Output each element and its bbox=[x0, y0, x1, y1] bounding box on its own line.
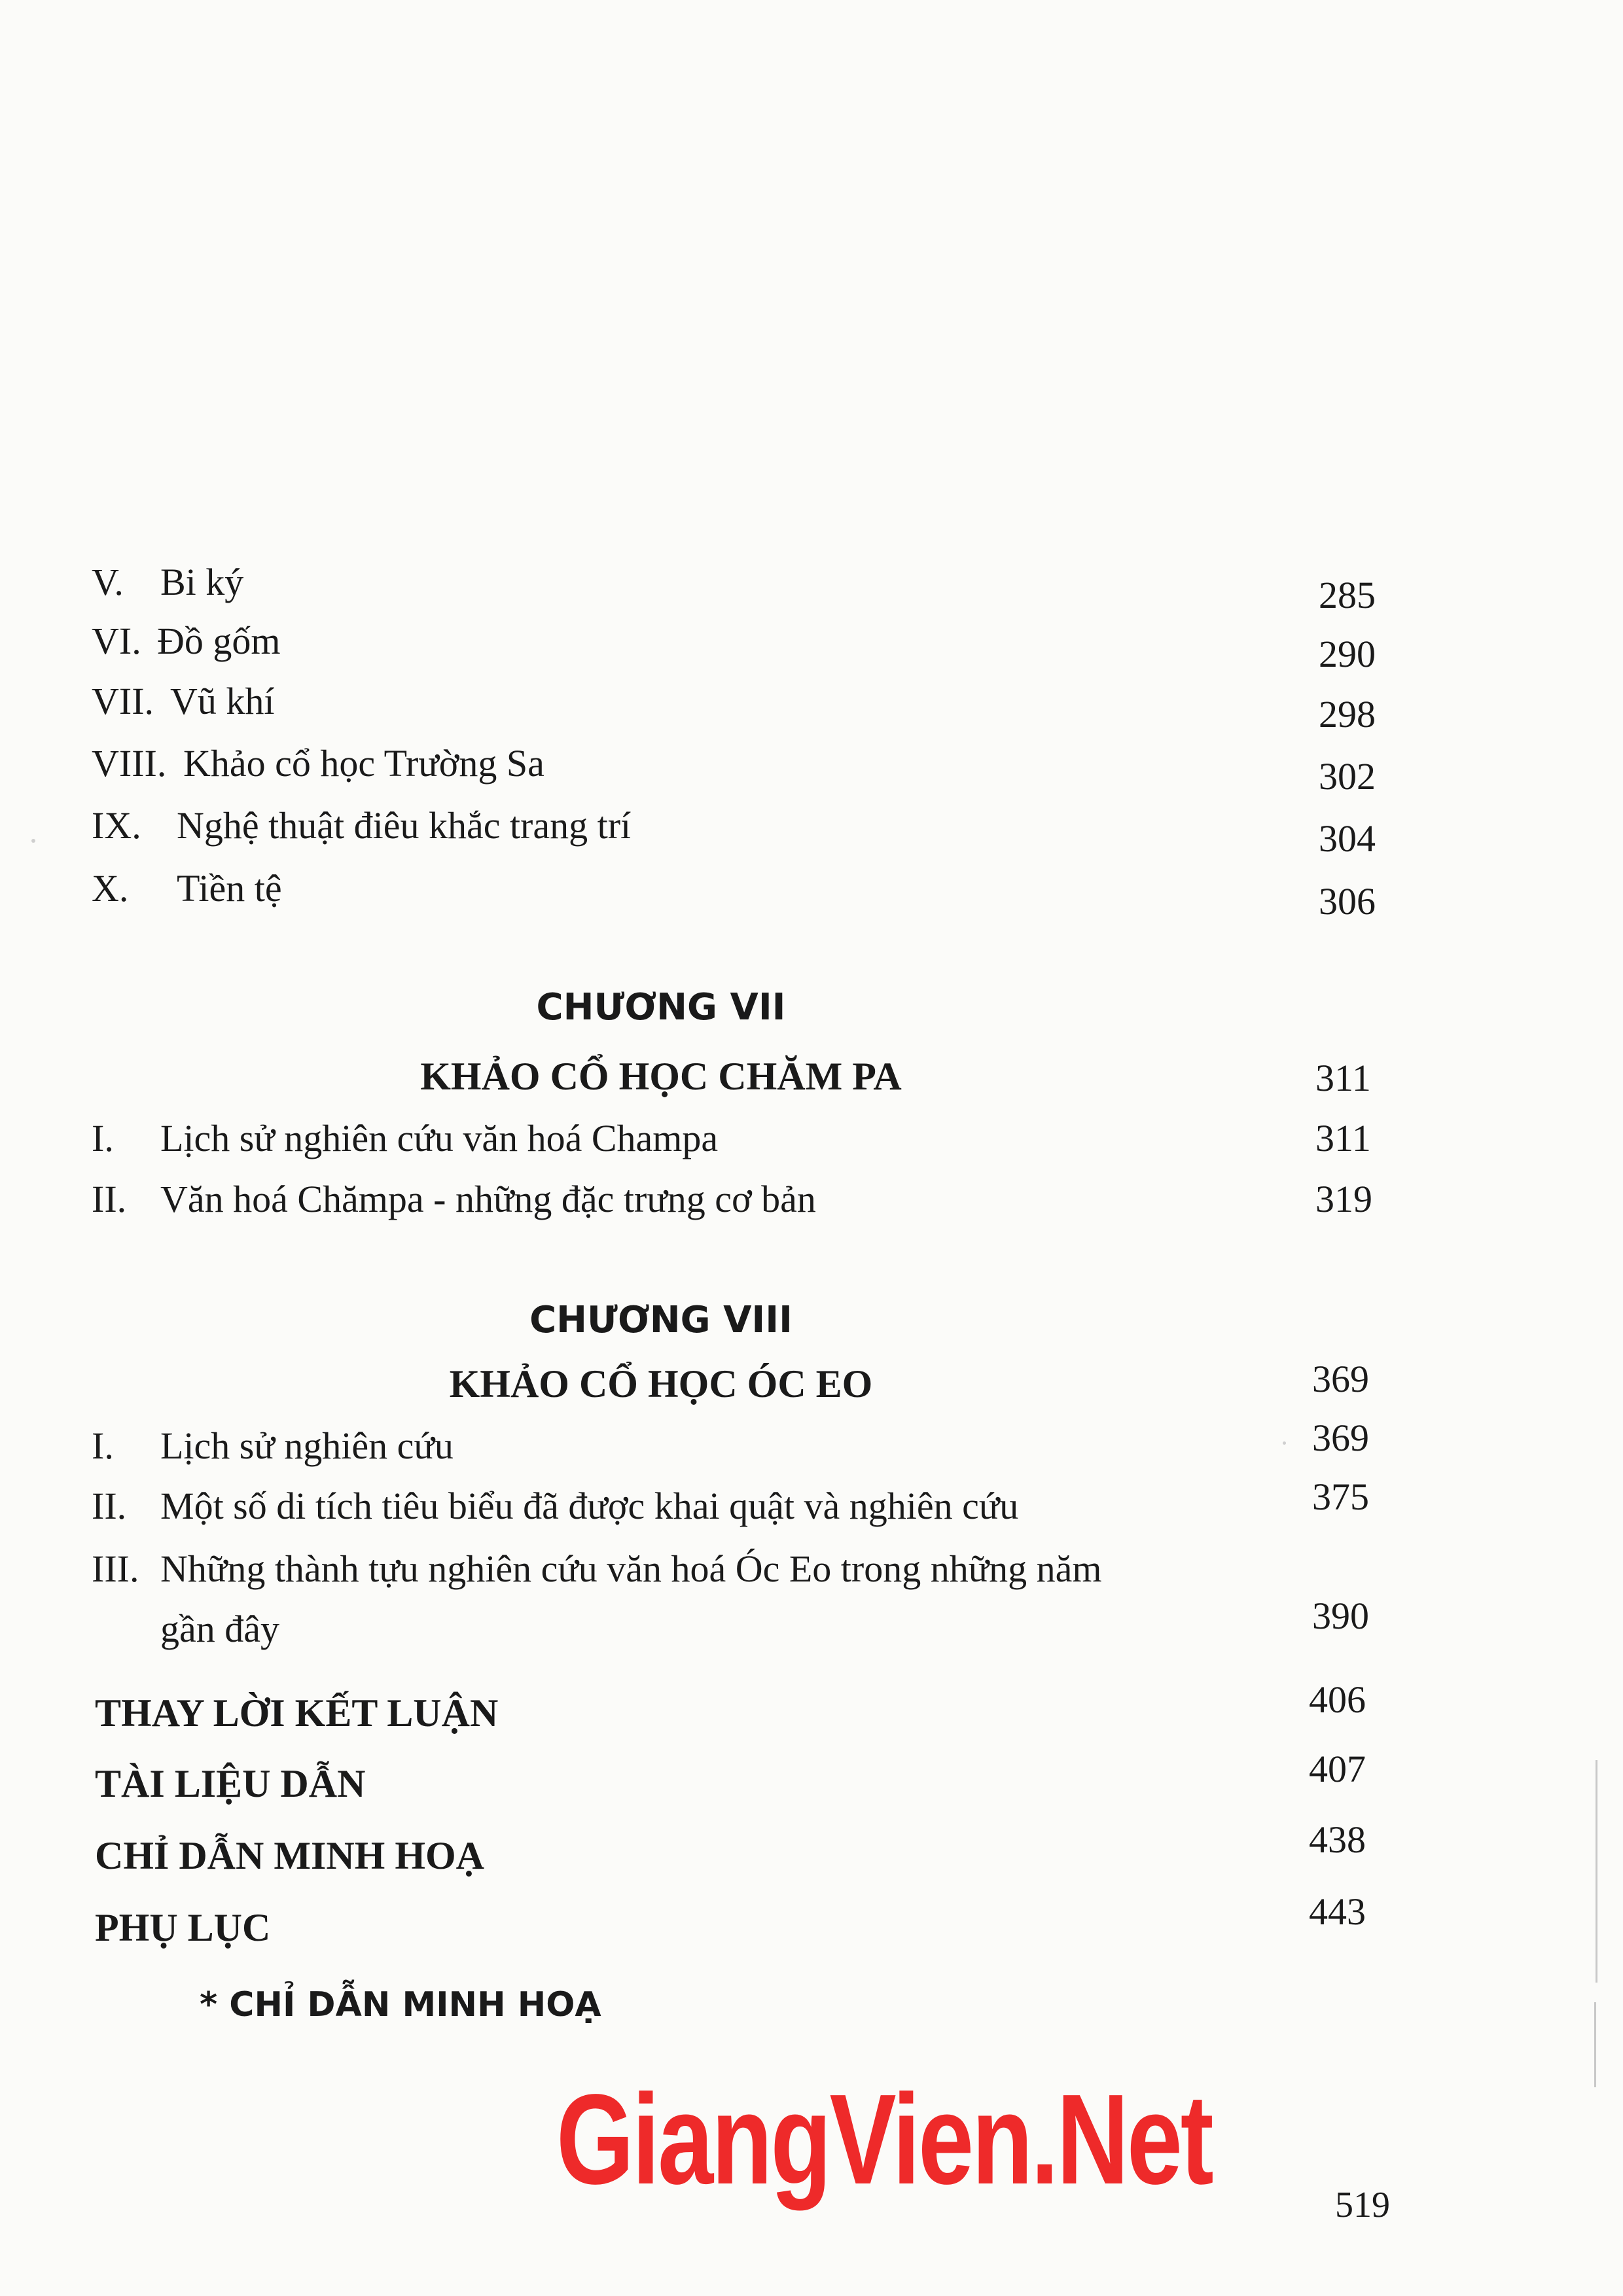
toc-item-label: Khảo cổ học Trường Sa bbox=[183, 742, 544, 785]
scan-edge-mark bbox=[1596, 1760, 1597, 1983]
scan-speck bbox=[1283, 1441, 1286, 1445]
toc-item-number: IX. bbox=[92, 804, 141, 847]
toc-item-number: V. bbox=[92, 561, 124, 603]
toc-item-label: Bi ký bbox=[160, 561, 244, 603]
toc-item-page: 369 bbox=[1312, 1417, 1369, 1459]
toc-item bbox=[0, 800, 1623, 860]
toc-item-page: 304 bbox=[1319, 817, 1376, 860]
page-number: 519 bbox=[1335, 2185, 1390, 2225]
toc-item-continuation bbox=[0, 1595, 1623, 1655]
toc-item-label: Tiền tệ bbox=[177, 867, 282, 910]
chapter-title: KHẢO CỔ HỌC ÓC EO bbox=[449, 1362, 873, 1405]
toc-item-page: 285 bbox=[1319, 574, 1376, 616]
toc-item bbox=[0, 737, 1623, 798]
toc-item-number: X. bbox=[92, 867, 129, 910]
back-matter-label: CHỈ DẪN MINH HOẠ bbox=[95, 1834, 484, 1877]
toc-item-page: 298 bbox=[1319, 693, 1376, 735]
scan-edge-mark bbox=[1594, 2002, 1596, 2087]
toc-item-number: II. bbox=[92, 1178, 127, 1220]
toc-item-page: 390 bbox=[1312, 1595, 1369, 1637]
toc-item-number: III. bbox=[92, 1547, 139, 1590]
chapter-heading: CHƯƠNG VIII bbox=[529, 1299, 793, 1341]
toc-item-number: II. bbox=[92, 1485, 127, 1527]
chapter-page: 369 bbox=[1312, 1358, 1369, 1400]
toc-item-number: VIII. bbox=[92, 742, 167, 785]
toc-item-page: 407 bbox=[1309, 1748, 1366, 1790]
back-matter-label: PHỤ LỤC bbox=[95, 1906, 271, 1949]
toc-item-label: Nghệ thuật điêu khắc trang trí bbox=[177, 804, 632, 847]
toc-item-page: 306 bbox=[1319, 880, 1376, 923]
toc-item bbox=[0, 1678, 1623, 1739]
toc-item bbox=[0, 615, 1623, 675]
toc-item-page: 438 bbox=[1309, 1818, 1366, 1861]
toc-item-page: 406 bbox=[1309, 1678, 1366, 1721]
watermark-logo: GiangVien.Net bbox=[556, 2068, 1212, 2211]
toc-item-number: I. bbox=[92, 1117, 114, 1159]
toc-item bbox=[0, 1748, 1623, 1810]
chapter-title: KHẢO CỔ HỌC CHĂM PA bbox=[420, 1055, 902, 1098]
toc-item-page: 443 bbox=[1309, 1890, 1366, 1933]
toc-item-label: Một số di tích tiêu biểu đã được khai quật và nghiên cứu bbox=[160, 1485, 1019, 1527]
toc-item-page: 311 bbox=[1315, 1117, 1371, 1159]
toc-item bbox=[0, 1890, 1623, 1954]
chapter-heading: CHƯƠNG VII bbox=[536, 986, 786, 1029]
toc-item-number: VI. bbox=[92, 620, 141, 662]
toc-item-label: Đồ gốm bbox=[157, 620, 281, 662]
toc-item-label: Văn hoá Chămpa - những đặc trưng cơ bản bbox=[160, 1178, 816, 1220]
toc-item-page: 290 bbox=[1319, 633, 1376, 675]
toc-item-label-continued: gần đây bbox=[160, 1608, 279, 1650]
chapter-page: 311 bbox=[1315, 1057, 1371, 1099]
toc-item bbox=[0, 1112, 1623, 1165]
toc-item-label: Lịch sử nghiên cứu bbox=[160, 1424, 454, 1467]
toc-item-label: Những thành tựu nghiên cứu văn hoá Óc Eo trong những năm bbox=[160, 1547, 1102, 1590]
toc-item bbox=[0, 1173, 1623, 1226]
back-matter-label: THAY LỜI KẾT LUẬN bbox=[95, 1691, 499, 1735]
toc-item bbox=[0, 675, 1623, 735]
toc-item bbox=[0, 1543, 1623, 1595]
toc-item-page: 319 bbox=[1315, 1178, 1372, 1220]
toc-item-number: I. bbox=[92, 1424, 114, 1467]
scan-speck bbox=[31, 839, 35, 843]
toc-item-label: Lịch sử nghiên cứu văn hoá Champa bbox=[160, 1117, 719, 1159]
toc-item bbox=[0, 862, 1623, 923]
toc-item bbox=[0, 1475, 1623, 1532]
toc-item bbox=[0, 1818, 1623, 1882]
toc-item bbox=[0, 1417, 1623, 1472]
toc-item-page: 375 bbox=[1312, 1475, 1369, 1518]
toc-item-number: VII. bbox=[92, 680, 154, 722]
toc-item-page: 302 bbox=[1319, 755, 1376, 798]
toc-item bbox=[0, 556, 1623, 616]
back-matter-label: TÀI LIỆU DẪN bbox=[95, 1762, 366, 1805]
toc-item-label: Vũ khí bbox=[170, 680, 275, 722]
appendix-subitem: * CHỈ DẪN MINH HOẠ bbox=[200, 1985, 601, 2024]
